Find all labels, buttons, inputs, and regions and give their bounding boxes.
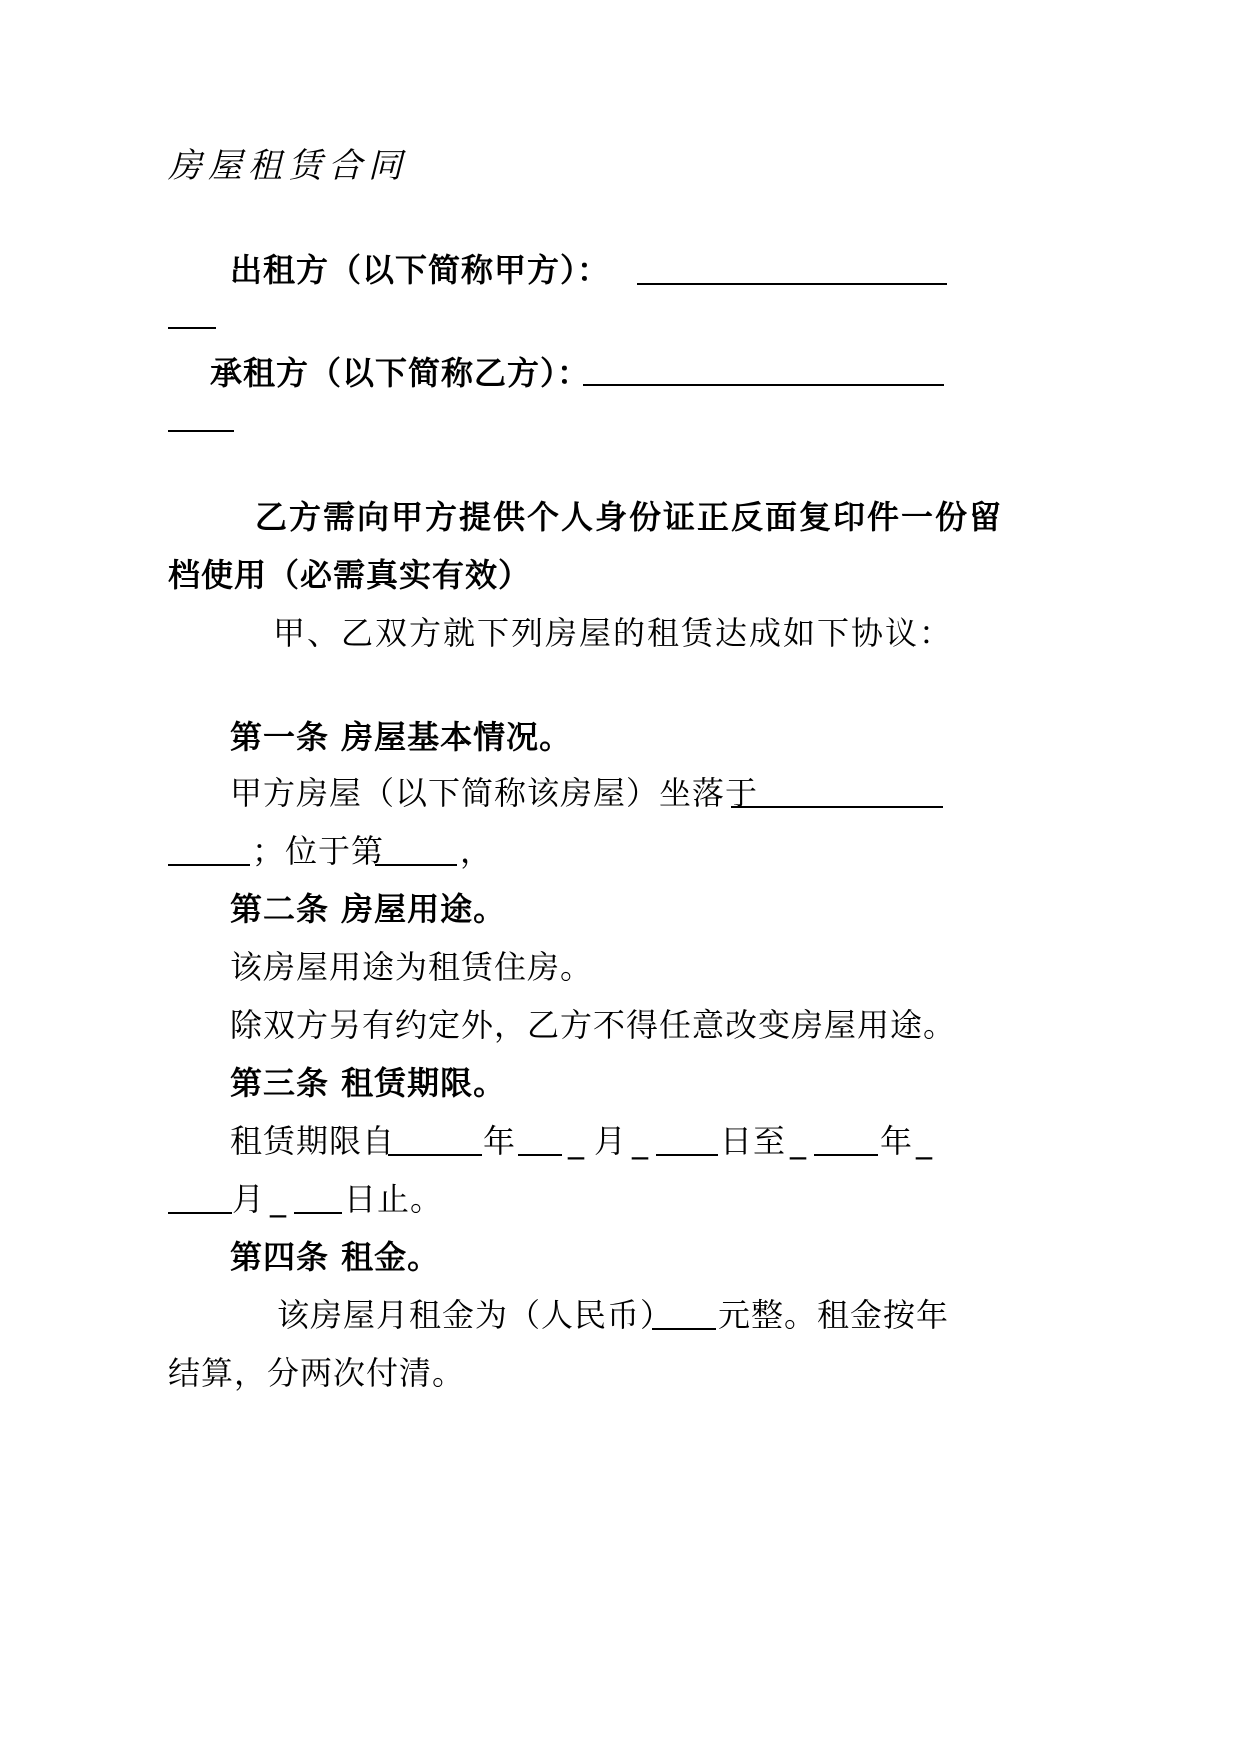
lessor-name-blank-continued[interactable] [168, 327, 216, 329]
end-month-unit: 月 [232, 1180, 266, 1218]
lessor-name-blank[interactable] [637, 283, 947, 285]
article-3-heading: 第三条 租赁期限。 [230, 1064, 507, 1102]
start-month-blank[interactable] [518, 1154, 562, 1156]
start-year-blank[interactable] [388, 1154, 482, 1156]
lessee-name-blank[interactable] [583, 384, 944, 386]
lease-term-from: 租赁期限自 [230, 1122, 396, 1160]
article-1-heading: 第一条 房屋基本情况。 [230, 718, 573, 756]
end-day-dash: _ [270, 1180, 287, 1218]
id-notice-line-1: 乙方需向甲方提供个人身份证正反面复印件一份留 [255, 498, 1004, 536]
article-1-comma: ， [460, 832, 494, 870]
rent-amount-text: 该房屋月租金为（人民币） [277, 1296, 674, 1334]
end-day-blank[interactable] [294, 1212, 342, 1214]
article-2-line-2: 除双方另有约定外，乙方不得任意改变房屋用途。 [230, 1006, 957, 1044]
start-month-unit: 月 [594, 1122, 628, 1160]
end-month-blank[interactable] [168, 1212, 232, 1214]
end-month-dash-top: _ [916, 1122, 933, 1160]
start-day-dash: _ [632, 1122, 649, 1160]
document-title: 房屋租赁合同 [168, 146, 408, 186]
house-location-blank-continued[interactable] [168, 864, 250, 866]
rent-amount-text-continued: 元整。租金按年 [718, 1296, 950, 1334]
lessee-label: 承租方（以下简称乙方）： [210, 354, 591, 392]
end-year-unit: 年 [880, 1122, 914, 1160]
start-day-blank[interactable] [656, 1154, 718, 1156]
end-year-blank[interactable] [814, 1154, 878, 1156]
start-year-unit: 年 [483, 1122, 517, 1160]
start-day-to: 日至 [720, 1122, 787, 1160]
agreement-statement: 甲、乙双方就下列房屋的租赁达成如下协议： [273, 614, 954, 652]
end-day-unit: 日止。 [344, 1180, 444, 1218]
lessee-name-blank-continued[interactable] [168, 430, 234, 432]
floor-number-blank[interactable] [375, 864, 457, 866]
article-4-heading: 第四条 租金。 [230, 1238, 441, 1276]
house-location-blank[interactable] [731, 806, 943, 808]
rent-settlement-text: 结算，分两次付清。 [168, 1354, 466, 1392]
article-1-location-text: 甲方房屋（以下简称该房屋）坐落于 [230, 774, 759, 812]
end-year-dash: _ [790, 1122, 807, 1160]
start-month-dash: _ [568, 1122, 585, 1160]
article-2-line-1: 该房屋用途为租赁住房。 [230, 948, 594, 986]
article-1-floor-text: ；位于第 [252, 832, 385, 870]
article-2-heading: 第二条 房屋用途。 [230, 890, 507, 928]
monthly-rent-blank[interactable] [652, 1328, 716, 1330]
id-notice-line-2: 档使用（必需真实有效） [168, 556, 532, 594]
lessor-label: 出租方（以下简称甲方）： [230, 251, 611, 289]
